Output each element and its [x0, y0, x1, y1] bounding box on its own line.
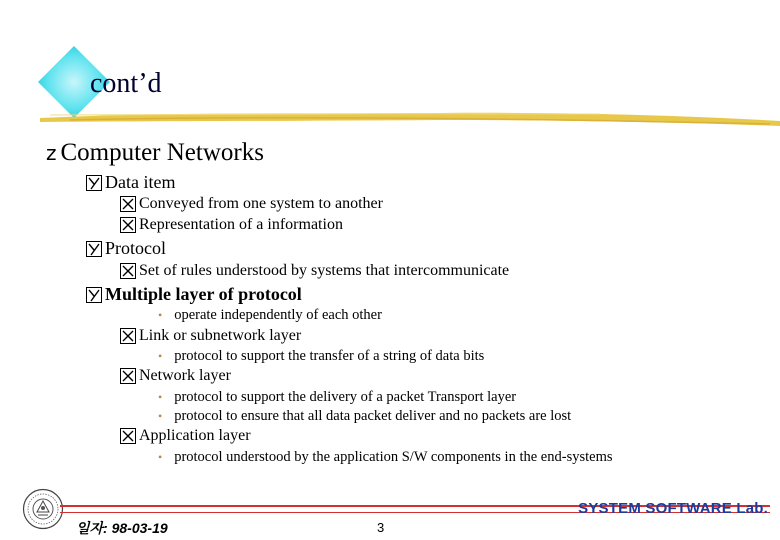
university-seal-icon — [22, 488, 64, 530]
item-application-desc: • protocol understood by the application S/W components in the end-systems — [158, 449, 613, 465]
slide-title: cont’d — [90, 68, 162, 99]
dot-bullet-icon: • — [158, 409, 163, 423]
x-box-icon — [120, 428, 136, 444]
dot-bullet-icon: • — [158, 308, 163, 322]
item-protocol: Protocol — [86, 238, 166, 259]
y-box-icon — [86, 175, 102, 191]
x-box-icon — [120, 328, 136, 344]
item-representation: Representation of a information — [120, 216, 343, 234]
item-data-item: Data item — [86, 172, 175, 193]
heading-computer-networks: Computer Networks — [60, 139, 264, 166]
item-link-layer: Link or subnetwork layer — [120, 327, 301, 345]
item-conveyed: Conveyed from one system to another — [120, 195, 383, 213]
x-box-icon — [120, 368, 136, 384]
item-network-desc2: • protocol to ensure that all data packet deliver and no packets are lost — [158, 408, 572, 424]
item-application-layer: Application layer — [120, 427, 251, 445]
dot-bullet-icon: • — [158, 390, 163, 404]
item-network-desc1: • protocol to support the delivery of a packet Transport layer — [158, 389, 517, 405]
item-link-desc: • protocol to support the transfer of a string of data bits — [158, 348, 485, 364]
z-bullet-icon: z — [46, 141, 57, 165]
item-network-layer: Network layer — [120, 367, 231, 385]
dot-bullet-icon: • — [158, 349, 163, 363]
item-multiple-layer: Multiple layer of protocol — [86, 284, 302, 305]
x-box-icon — [120, 217, 136, 233]
y-box-icon — [86, 287, 102, 303]
dot-bullet-icon: • — [158, 450, 163, 464]
x-box-icon — [120, 196, 136, 212]
item-operate-independently: • operate independently of each other — [158, 307, 382, 323]
title-underline-brush — [40, 104, 780, 134]
y-box-icon — [86, 241, 102, 257]
lab-name: SYSTEM SOFTWARE Lab. — [578, 500, 768, 517]
item-set-of-rules: Set of rules understood by systems that intercommunicate — [120, 262, 509, 280]
x-box-icon — [120, 263, 136, 279]
page-number: 3 — [377, 520, 385, 535]
footer-date: 일자: 98-03-19 — [76, 520, 168, 536]
heading-row — [46, 139, 264, 167]
